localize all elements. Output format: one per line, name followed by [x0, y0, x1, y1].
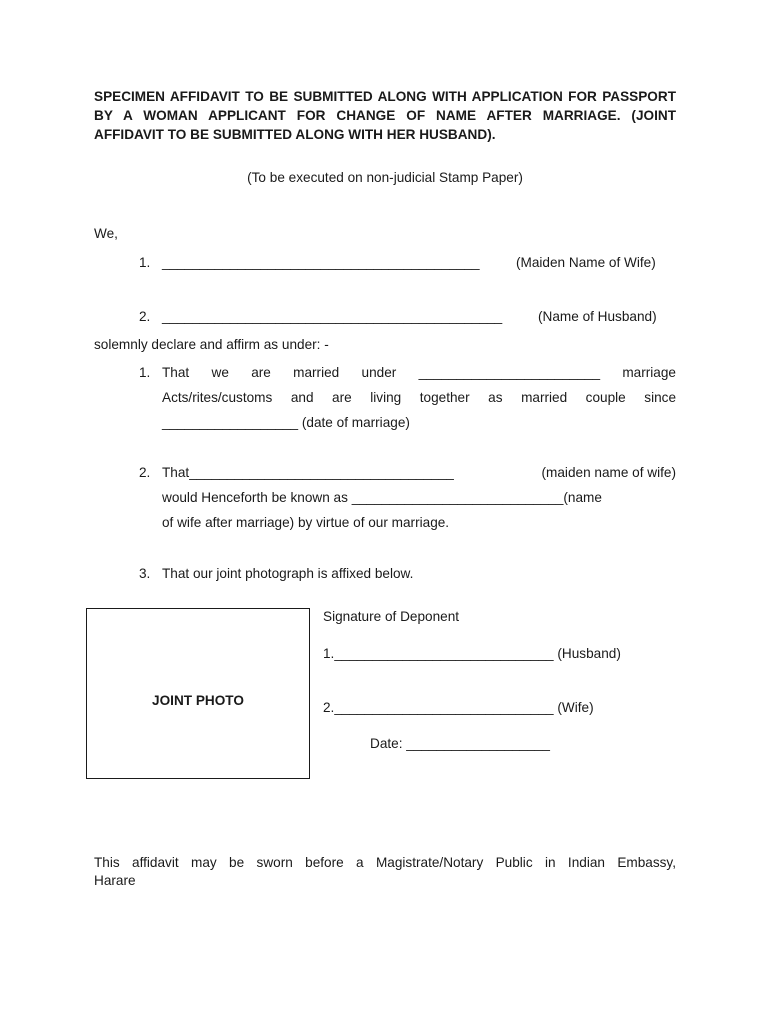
- signature-heading: Signature of Deponent: [323, 609, 460, 624]
- maiden-name-label: (maiden name of wife): [541, 465, 676, 480]
- we-label: We,: [94, 226, 118, 241]
- clause-1-word: and: [290, 390, 314, 405]
- clause-1-word: under: [361, 365, 397, 380]
- marriage-acts-blank[interactable]: ________________________: [418, 365, 601, 380]
- clause-1-word: are: [251, 365, 271, 380]
- clause-1-word: That: [162, 365, 190, 380]
- date-blank[interactable]: ___________________: [406, 736, 550, 751]
- deponent-1-blank[interactable]: __________________________________________: [162, 255, 480, 270]
- footer-text: This affidavit may be sworn before a Magistrate/Notary Public in Indian Embassy,: [94, 855, 676, 870]
- new-name-blank[interactable]: ____________________________: [351, 490, 564, 505]
- clause-2-line-1: [162, 465, 676, 480]
- clause-3-text: That our joint photograph is affixed below.: [162, 566, 414, 581]
- henceforth-text: would Henceforth be known as: [162, 490, 348, 505]
- clause-1-line-1: [162, 365, 676, 380]
- deponent-2-blank[interactable]: _____________________________________________: [162, 309, 503, 324]
- clause-1-line-2: [162, 390, 676, 405]
- clause-1-word: living: [370, 390, 402, 405]
- clause-1-word: married: [293, 365, 340, 380]
- date-line: [370, 736, 550, 751]
- clause-1-word: together: [419, 390, 470, 405]
- clause-1-word: since: [644, 390, 676, 405]
- joint-photo-label: JOINT PHOTO: [152, 693, 244, 708]
- date-of-marriage-blank[interactable]: __________________: [162, 415, 299, 430]
- document-title: SPECIMEN AFFIDAVIT TO BE SUBMITTED ALONG WITH APPLICATION FOR PASSPORT BY A WOMAN APPLICANT FOR CHANGE OF NAME AFTER MARRIAGE. (JOINT AFFIDAVIT TO BE SUBMITTED ALONG WITH HER HUSBAND).: [94, 89, 676, 142]
- date-of-marriage-label: (date of marriage): [301, 415, 410, 430]
- clause-2-line-3: of wife after marriage) by virtue of our marriage.: [162, 515, 450, 530]
- clause-1-word: as: [488, 390, 503, 405]
- husband-signature-blank[interactable]: _____________________________: [334, 646, 554, 661]
- clause-2-line-2: [162, 490, 602, 505]
- wife-label: (Wife): [557, 700, 594, 715]
- clause-2-number: 2.: [139, 465, 151, 480]
- clause-2-lead-group: [162, 465, 454, 480]
- signature-line-wife: [323, 700, 594, 715]
- new-name-label: (name: [563, 490, 602, 505]
- signature-line-husband: [323, 646, 621, 661]
- declaration-line: solemnly declare and affirm as under: -: [94, 337, 329, 352]
- husband-label: (Husband): [557, 646, 621, 661]
- footer-line-1: [94, 855, 676, 870]
- clause-1-word: are: [332, 390, 352, 405]
- deponent-2-number: 2.: [139, 309, 151, 324]
- clause-1-word: Acts/rites/customs: [162, 390, 273, 405]
- maiden-name-blank[interactable]: ___________________________________: [189, 465, 454, 480]
- stamp-paper-note: (To be executed on non-judicial Stamp Paper): [247, 170, 523, 185]
- clause-1-word: married: [521, 390, 568, 405]
- clause-1-word: couple: [585, 390, 626, 405]
- deponent-1-number: 1.: [139, 255, 151, 270]
- clause-1-word: marriage: [622, 365, 676, 380]
- clause-2-lead: That: [162, 465, 190, 480]
- clause-1-word: we: [211, 365, 229, 380]
- wife-signature-blank[interactable]: _____________________________: [334, 700, 554, 715]
- deponent-1-label: (Maiden Name of Wife): [516, 255, 656, 270]
- clause-1-line-3: [162, 415, 410, 430]
- signature-number: 1.: [323, 646, 335, 661]
- clause-3-number: 3.: [139, 566, 151, 581]
- footer-line-2: Harare: [94, 873, 136, 888]
- clause-1-number: 1.: [139, 365, 151, 380]
- date-label: Date:: [370, 736, 403, 751]
- deponent-2-label: (Name of Husband): [538, 309, 657, 324]
- signature-number: 2.: [323, 700, 335, 715]
- joint-photo-box: [86, 608, 310, 779]
